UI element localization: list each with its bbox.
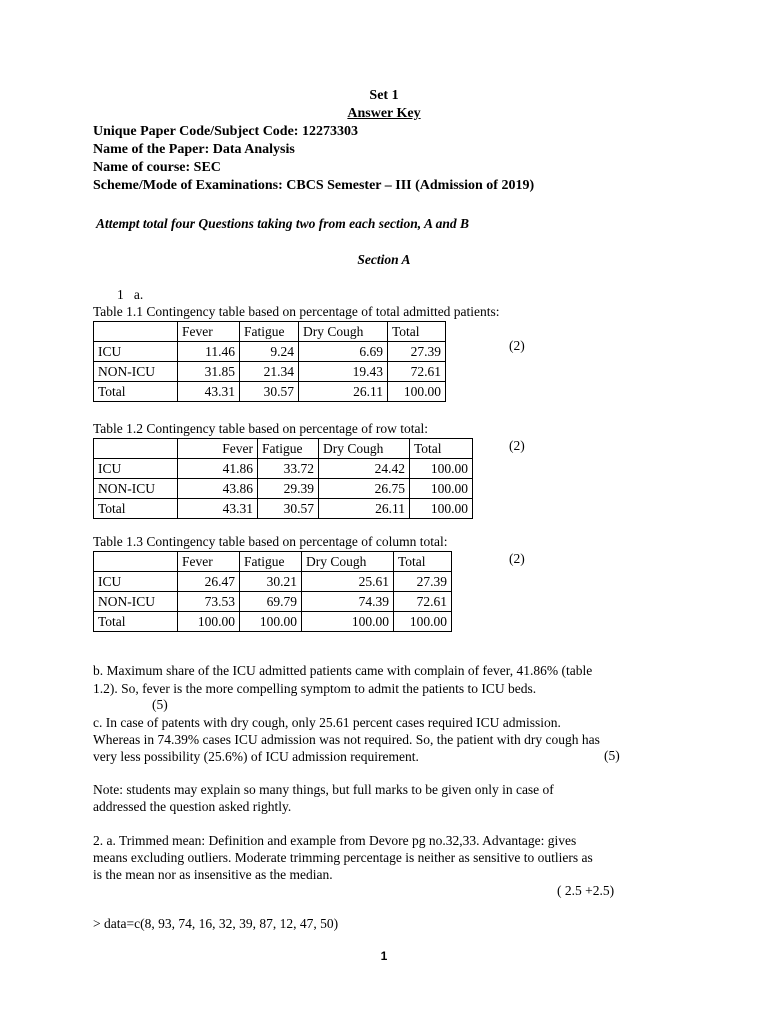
header-cell: Total bbox=[410, 439, 473, 459]
header-cell: Fatigue bbox=[240, 322, 299, 342]
row-label-cell: Total bbox=[94, 382, 178, 402]
answer-b-line-1: b. Maximum share of the ICU admitted patients came with complain of fever, 41.86% (table bbox=[93, 663, 593, 678]
answer-c-line-2: Whereas in 74.39% cases ICU admission was not required. So, the patient with dry cough has bbox=[93, 732, 600, 747]
table-cell: 27.39 bbox=[388, 342, 446, 362]
table-cell: 73.53 bbox=[178, 592, 240, 612]
table-1-1-marks: (2) bbox=[509, 338, 525, 353]
table-cell: 9.24 bbox=[240, 342, 299, 362]
header-cell bbox=[94, 322, 178, 342]
instruction-text: Attempt total four Questions taking two from each section, A and B bbox=[96, 216, 470, 231]
note-line-2: addressed the question asked rightly. bbox=[93, 799, 292, 814]
answer-c-line-1: c. In case of patents with dry cough, only 25.61 percent cases required ICU admission. bbox=[93, 715, 561, 730]
header-cell: Dry Cough bbox=[299, 322, 388, 342]
row-label-cell: NON-ICU bbox=[94, 479, 178, 499]
row-label-cell: ICU bbox=[94, 459, 178, 479]
table-row bbox=[94, 592, 452, 612]
table-cell: 43.86 bbox=[178, 479, 258, 499]
table-cell: 11.46 bbox=[178, 342, 240, 362]
table-cell: 30.21 bbox=[240, 572, 302, 592]
table-row bbox=[94, 572, 452, 592]
table-cell: 100.00 bbox=[240, 612, 302, 632]
row-label-cell: Total bbox=[94, 612, 178, 632]
table-cell: 72.61 bbox=[394, 592, 452, 612]
scheme-line: Scheme/Mode of Examinations: CBCS Semester – III (Admission of 2019) bbox=[93, 178, 535, 193]
table-cell: 6.69 bbox=[299, 342, 388, 362]
table-cell: 100.00 bbox=[410, 459, 473, 479]
table-1-3 bbox=[93, 551, 452, 632]
header-cell: Dry Cough bbox=[302, 552, 394, 572]
answer-key-title: Answer Key bbox=[347, 106, 421, 121]
row-label-cell: ICU bbox=[94, 572, 178, 592]
table-cell: 100.00 bbox=[394, 612, 452, 632]
table-cell: 26.47 bbox=[178, 572, 240, 592]
table-cell: 100.00 bbox=[388, 382, 446, 402]
table-row bbox=[94, 342, 446, 362]
table-cell: 74.39 bbox=[302, 592, 394, 612]
table-cell: 27.39 bbox=[394, 572, 452, 592]
answer-c-marks: (5) bbox=[604, 748, 620, 763]
row-label-cell: NON-ICU bbox=[94, 362, 178, 382]
header-cell: Total bbox=[394, 552, 452, 572]
table-row bbox=[94, 382, 446, 402]
table-row bbox=[94, 459, 473, 479]
paper-name-line: Name of the Paper: Data Analysis bbox=[93, 142, 295, 157]
note-line-1: Note: students may explain so many things, but full marks to be given only in case of bbox=[93, 782, 554, 797]
table-cell: 69.79 bbox=[240, 592, 302, 612]
table-header-row bbox=[94, 439, 473, 459]
table-cell: 100.00 bbox=[178, 612, 240, 632]
row-label-cell: ICU bbox=[94, 342, 178, 362]
table-1-2 bbox=[93, 438, 473, 519]
answer-b-line-2: 1.2). So, fever is the more compelling symptom to admit the patients to ICU beds. bbox=[93, 681, 537, 696]
section-a-heading: Section A bbox=[357, 252, 411, 267]
header-cell bbox=[94, 552, 178, 572]
table-cell: 29.39 bbox=[258, 479, 319, 499]
question-1a-label: 1 a. bbox=[117, 287, 144, 302]
table-1-1-caption: Table 1.1 Contingency table based on percentage of total admitted patients: bbox=[93, 304, 500, 319]
table-1-2-marks: (2) bbox=[509, 438, 525, 453]
row-label-cell: NON-ICU bbox=[94, 592, 178, 612]
table-cell: 41.86 bbox=[178, 459, 258, 479]
table-cell: 21.34 bbox=[240, 362, 299, 382]
header-cell: Fever bbox=[178, 322, 240, 342]
q2-line-1: 2. a. Trimmed mean: Definition and example from Devore pg no.32,33. Advantage: gives bbox=[93, 833, 577, 848]
page-number: 1 bbox=[380, 949, 388, 963]
table-cell: 19.43 bbox=[299, 362, 388, 382]
r-code-line: > data=c(8, 93, 74, 16, 32, 39, 87, 12, 47, 50) bbox=[93, 916, 339, 931]
table-cell: 43.31 bbox=[178, 499, 258, 519]
answer-b-marks: (5) bbox=[152, 697, 168, 712]
table-cell: 43.31 bbox=[178, 382, 240, 402]
table-1-2-caption: Table 1.2 Contingency table based on percentage of row total: bbox=[93, 421, 428, 436]
table-cell: 24.42 bbox=[319, 459, 410, 479]
q2-marks: ( 2.5 +2.5) bbox=[557, 883, 615, 898]
header-cell: Dry Cough bbox=[319, 439, 410, 459]
table-header-row bbox=[94, 552, 452, 572]
table-header-row bbox=[94, 322, 446, 342]
table-1-3-marks: (2) bbox=[509, 551, 525, 566]
header-cell: Total bbox=[388, 322, 446, 342]
table-1-3-caption: Table 1.3 Contingency table based on percentage of column total: bbox=[93, 534, 448, 549]
table-cell: 26.75 bbox=[319, 479, 410, 499]
header-cell: Fatigue bbox=[240, 552, 302, 572]
table-cell: 100.00 bbox=[410, 499, 473, 519]
table-cell: 33.72 bbox=[258, 459, 319, 479]
table-1-1 bbox=[93, 321, 446, 402]
table-row bbox=[94, 612, 452, 632]
table-cell: 31.85 bbox=[178, 362, 240, 382]
paper-code-line: Unique Paper Code/Subject Code: 12273303 bbox=[93, 124, 358, 139]
table-cell: 30.57 bbox=[258, 499, 319, 519]
table-cell: 72.61 bbox=[388, 362, 446, 382]
header-cell: Fever bbox=[178, 552, 240, 572]
table-cell: 26.11 bbox=[319, 499, 410, 519]
answer-c-line-3: very less possibility (25.6%) of ICU admission requirement. bbox=[93, 749, 419, 764]
table-row bbox=[94, 362, 446, 382]
q2-line-3: is the mean nor as insensitive as the median. bbox=[93, 867, 333, 882]
row-label-cell: Total bbox=[94, 499, 178, 519]
table-cell: 30.57 bbox=[240, 382, 299, 402]
table-row bbox=[94, 499, 473, 519]
table-cell: 100.00 bbox=[410, 479, 473, 499]
table-cell: 26.11 bbox=[299, 382, 388, 402]
table-row bbox=[94, 479, 473, 499]
header-cell: Fever bbox=[178, 439, 258, 459]
header-cell bbox=[94, 439, 178, 459]
header-cell: Fatigue bbox=[258, 439, 319, 459]
q2-line-2: means excluding outliers. Moderate trimming percentage is neither as sensitive to outliers as bbox=[93, 850, 593, 865]
table-cell: 100.00 bbox=[302, 612, 394, 632]
set-title: Set 1 bbox=[369, 88, 399, 103]
course-name-line: Name of course: SEC bbox=[93, 160, 221, 175]
table-cell: 25.61 bbox=[302, 572, 394, 592]
